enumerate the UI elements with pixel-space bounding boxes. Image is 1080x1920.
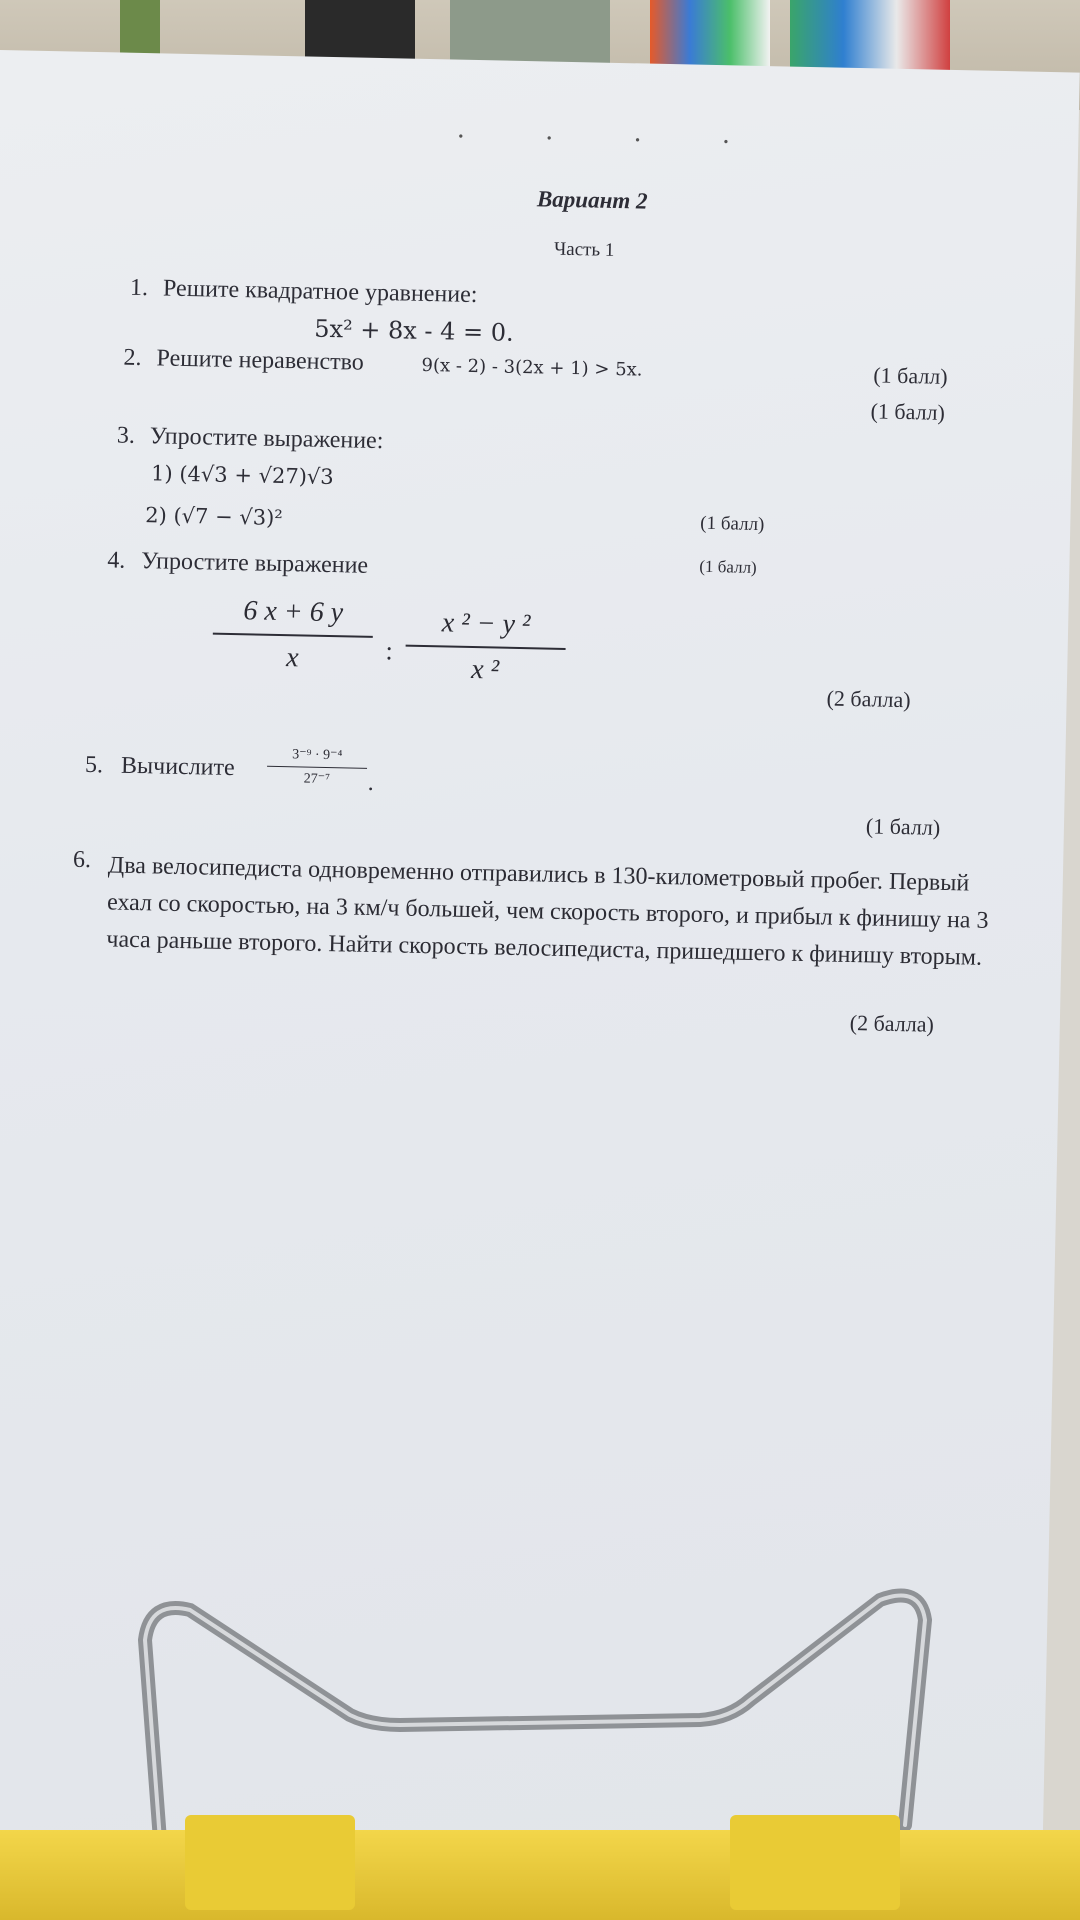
task-3-text: Упростите выражение: [149,423,384,455]
task-4-score: (2 балла) [826,685,911,713]
task-3-item-1: 1) (4√3 + √27)√3 [150,461,334,490]
task-4-number: 4. [107,547,126,574]
task-4-text: Упростите выражение [141,548,369,579]
task-2-number: 2. [123,344,142,372]
task-5-period: . [367,769,375,796]
task-1-number: 1. [129,274,149,302]
division-colon: : [385,636,394,666]
task-4-score-small: (1 балл) [699,556,757,577]
task-5-numerator: 3⁻⁹ · 9⁻⁴ [292,747,343,764]
fraction-2-denominator: x ² [470,654,500,686]
fraction-1-denominator: x [285,642,299,674]
task-1-equation: 5x² + 8x - 4 = 0. [313,314,514,347]
fraction-2-numerator: x ² − y ² [441,607,531,641]
yellow-holder-base [0,1830,1080,1920]
holder-clip-right [730,1815,900,1910]
task-5-denominator: 27⁻⁷ [303,771,331,788]
task-5-number: 5. [84,751,104,779]
task-3-number: 3. [116,422,136,449]
top-marks: • • • • [458,129,769,152]
task-1-score: (1 балл) [873,362,948,389]
part-heading: Часть 1 [553,238,615,261]
task-5-score: (1 балл) [865,813,941,840]
task-5-text: Вычислите [120,752,235,782]
task-2-score: (1 балл) [870,398,946,425]
fraction-1-numerator: 6 x + 6 y [243,595,344,629]
task-3-item-2: 2) (√7 − √3)² [145,503,283,531]
task-6-text: Два велосипедиста одновременно отправились в 130-километровый пробег. Первый ехал со скоростью, на 3 км/ч большей, чем скорость второго, и прибыл к финишу на 3 часа раньше второго. Найти скорость велосипедиста, пришедшего к финишу вторым. [106,852,989,971]
task-3-score: (1 балл) [700,512,765,536]
task-6-number: 6. [72,846,92,874]
task-6-score: (2 балла) [849,1010,935,1037]
holder-clip-left [185,1815,355,1910]
wire-rod [145,1596,925,1841]
task-2-inequality: 9(x - 2) - 3(2x + 1) > 5x. [421,354,643,381]
variant-title: Вариант 2 [536,186,648,214]
task-1-text: Решите квадратное уравнение: [162,275,478,309]
task-2-text: Решите неравенство [156,345,365,376]
